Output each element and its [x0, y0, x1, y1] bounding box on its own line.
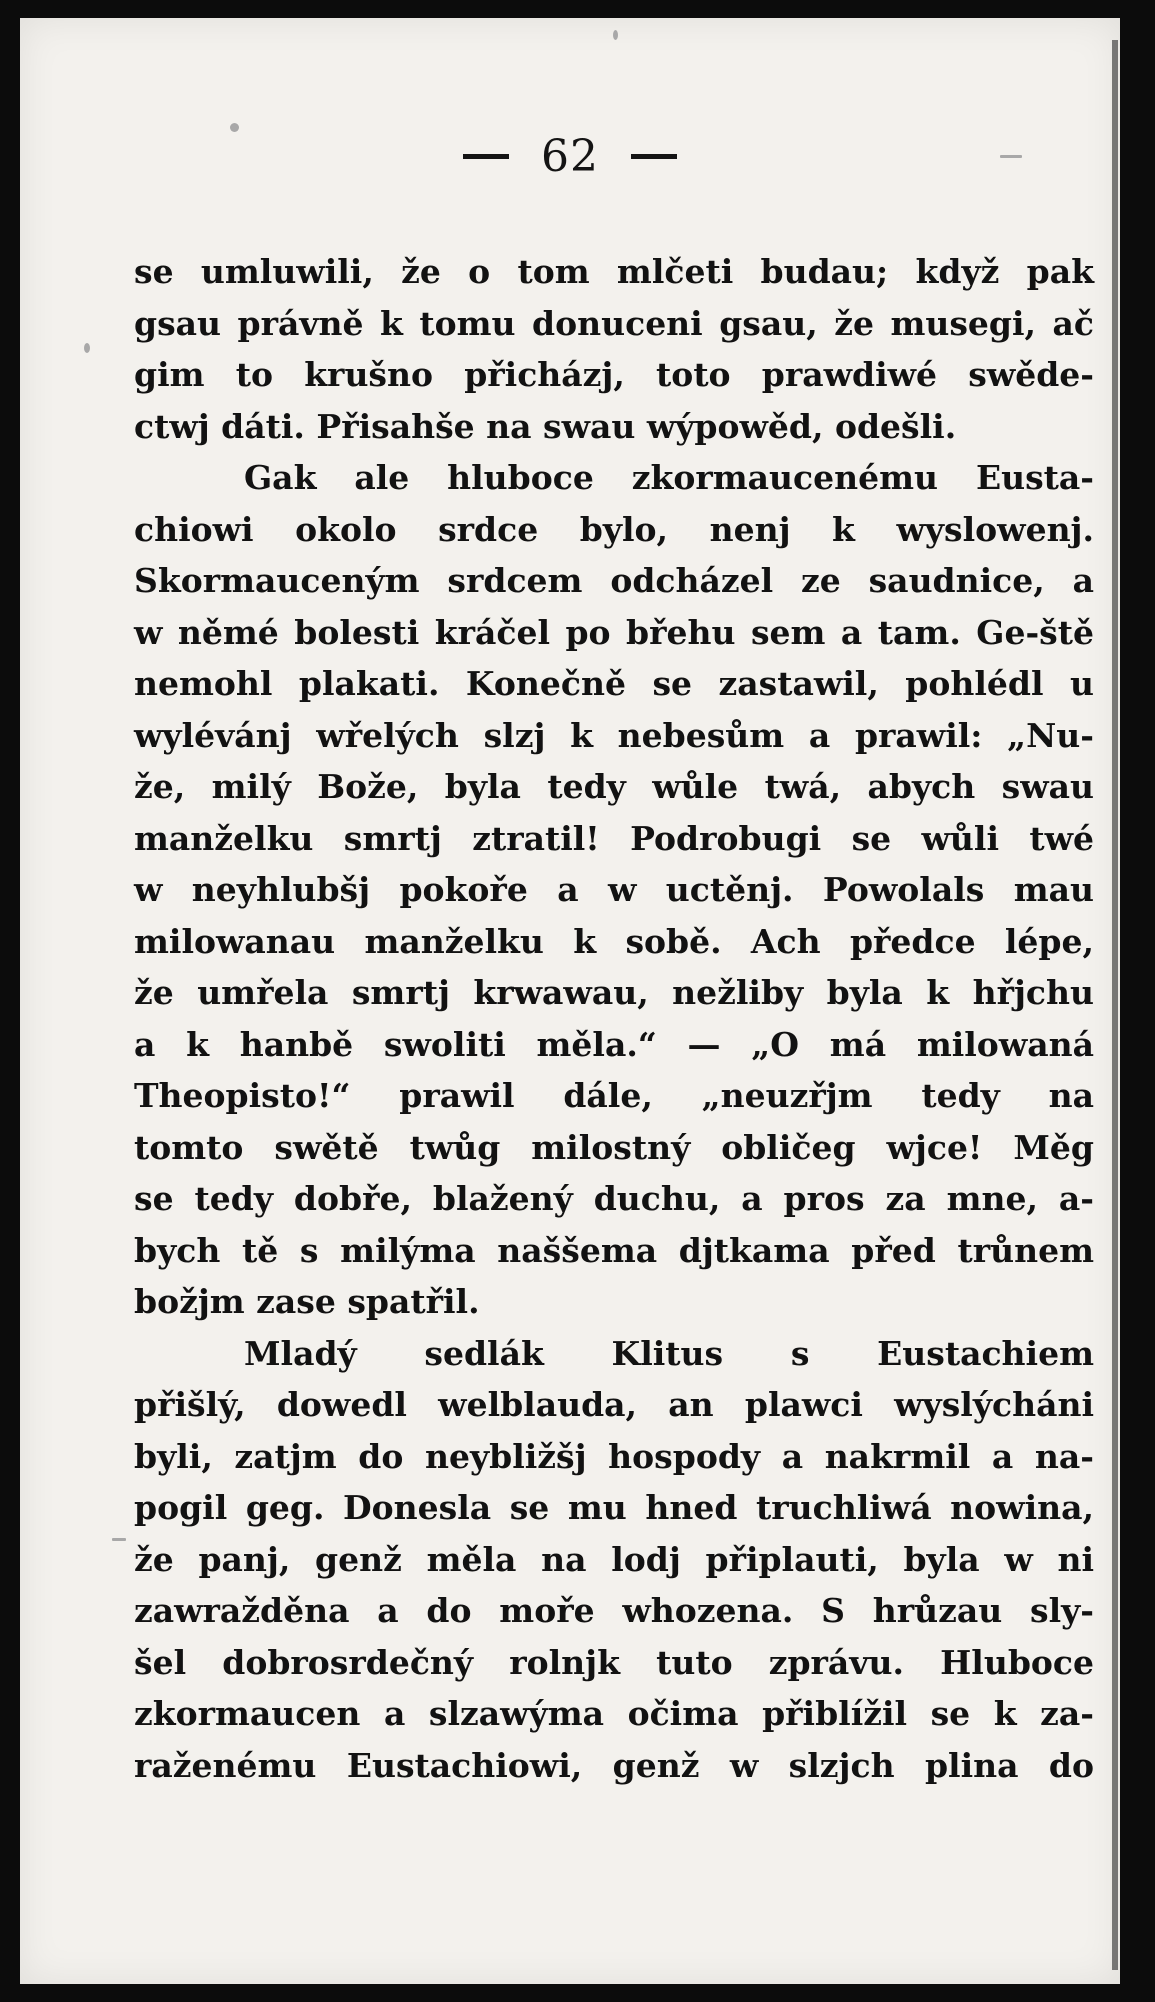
text-line: zkormaucen a slzawýma očima přiblížil se k za-: [134, 1694, 1094, 1733]
book-page: [20, 18, 1120, 1984]
text-line: se umluwili, že o tom mlčeti budau; když pak: [134, 252, 1094, 291]
text-line: w němé bolesti kráčel po břehu sem a tam. Ge-ště: [134, 612, 1094, 652]
text-line: pogil geg. Donesla se mu hned truchliwá nowina,: [134, 1488, 1094, 1527]
text-line: gim to krušno přicházj, toto prawdiwé swěde-: [134, 355, 1094, 394]
ink-blemish: [613, 30, 618, 40]
text-line: byli, zatjm do neybližšj hospody a nakrmil a na-: [134, 1436, 1094, 1476]
text-line: tomto swětě twůg milostný obličeg wjce! Měg: [134, 1127, 1094, 1167]
text-line: Gak ale hluboce zkormaucenému Eusta-: [244, 458, 1094, 497]
header-dash-left: [463, 154, 509, 159]
page-header: [20, 128, 1120, 198]
text-line: Mladý sedlák Klitus s Eustachiem: [244, 1333, 1094, 1373]
text-line: šel dobrosrdečný rolnjk tuto zprávu. Hluboce: [134, 1642, 1094, 1682]
text-line: se tedy dobře, blažený duchu, a pros za mne, a-: [134, 1179, 1094, 1218]
text-line: zawražděna a do moře whozena. S hrůzau sly-: [134, 1591, 1094, 1630]
text-line: bych tě s milýma naššema djtkama před trůnem: [134, 1230, 1094, 1270]
text-line: že panj, genž měla na lodj připlauti, byla w ni: [134, 1539, 1094, 1579]
text-line: božjm zase spatřil.: [134, 1282, 480, 1321]
text-line: gsau právně k tomu donuceni gsau, že musegi, ač: [134, 303, 1094, 343]
text-line: raženému Eustachiowi, genž w slzjch plina do: [134, 1745, 1094, 1785]
ink-blemish: [112, 1538, 126, 1541]
text-line: chiowi okolo srdce bylo, nenj k wyslowenj.: [134, 509, 1094, 549]
text-line: Skormauceným srdcem odcházel ze saudnice, a: [134, 561, 1094, 600]
text-line: Theopisto!“ prawil dále, „neuzřjm tedy na: [134, 1076, 1094, 1115]
text-line: w neyhlubšj pokoře a w uctěnj. Powolals mau: [134, 870, 1094, 909]
text-line: že umřela smrtj krwawau, nežliby byla k hřjchu: [134, 973, 1094, 1012]
page-number: 62: [541, 131, 599, 182]
page-edge-shadow: [1112, 40, 1118, 1970]
text-line: ctwj dáti. Přisahše na swau wýpowěd, odešli.: [134, 406, 957, 446]
text-line: manželku smrtj ztratil! Podrobugi se wůli twé: [134, 818, 1094, 858]
text-line: nemohl plakati. Konečně se zastawil, pohlédl u: [134, 664, 1094, 703]
text-line: že, milý Bože, byla tedy wůle twá, abych swau: [134, 767, 1094, 806]
header-dash-right: [631, 154, 677, 159]
text-line: wylévánj wřelých slzj k nebesům a prawil: „Nu-: [134, 715, 1094, 755]
text-line: a k hanbě swoliti měla.“ — „O má milowaná: [134, 1024, 1094, 1064]
text-line: přišlý, dowedl welblauda, an plawci wyslýcháni: [134, 1385, 1094, 1424]
text-line: milowanau manželku k sobě. Ach předce lépe,: [134, 921, 1094, 961]
body-text: [134, 246, 1094, 1791]
ink-blemish: [84, 343, 90, 353]
